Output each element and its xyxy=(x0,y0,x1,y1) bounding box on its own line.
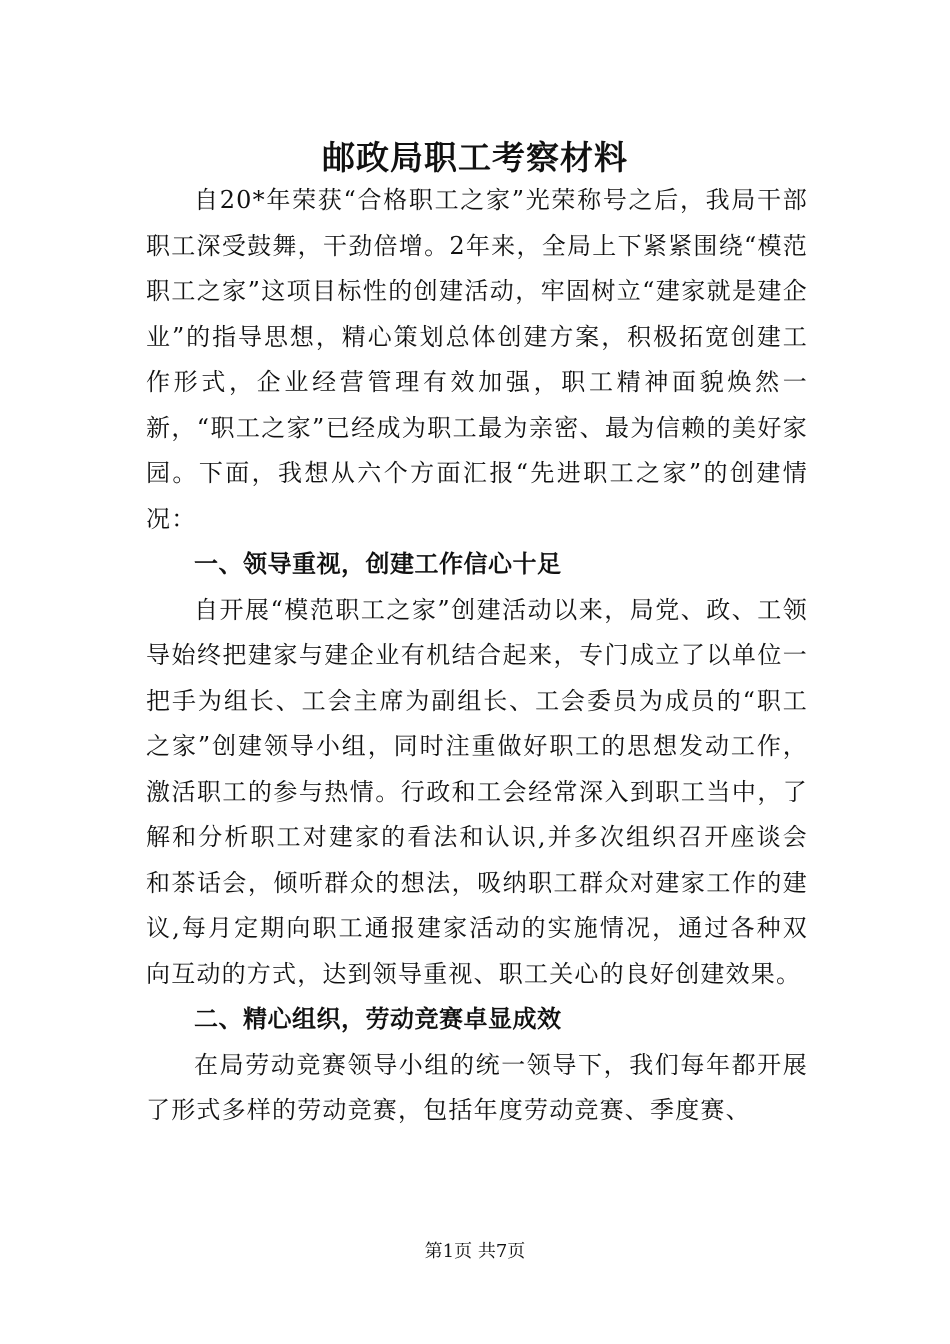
section-2-paragraph: 在局劳动竞赛领导小组的统一领导下，我们每年都开展了形式多样的劳动竞赛，包括年度劳动竞赛、季度赛、 xyxy=(146,1050,808,1124)
document-body xyxy=(146,178,808,1134)
intro-paragraph: 自20*年荣获“合格职工之家”光荣称号之后，我局干部职工深受鼓舞，干劲倍增。2年来，全局上下紧紧围绕“模范职工之家”这项目标性的创建活动，牢固树立“建家就是建企业”的指导思想，精心策划总体创建方案，积极拓宽创建工作形式，企业经营管理有效加强，职工精神面貌焕然一新，“职工之家”已经成为职工最为亲密、最为信赖的美好家园。下面，我想从六个方面汇报“先进职工之家”的创建情况： xyxy=(146,186,808,533)
section-1-heading: 一、领导重视，创建工作信心十足 xyxy=(194,550,562,578)
section-1-paragraph: 自开展“模范职工之家”创建活动以来，局党、政、工领导始终把建家与建企业有机结合起来，专门成立了以单位一把手为组长、工会主席为副组长、工会委员为成员的“职工之家”创建领导小组，同时注重做好职工的思想发动工作，激活职工的参与热情。行政和工会经常深入到职工当中，了解和分析职工对建家的看法和认识,并多次组织召开座谈会和茶话会，倾听群众的想法，吸纳职工群众对建家工作的建议,每月定期向职工通报建家活动的实施情况，通过各种双向互动的方式，达到领导重视、职工关心的良好创建效果。 xyxy=(146,595,808,988)
section-2-heading: 二、精心组织，劳动竞赛卓显成效 xyxy=(194,1005,562,1033)
document-title: 邮政局职工考察材料 xyxy=(322,138,628,177)
page-footer: 第1页 共7页 xyxy=(424,1241,526,1262)
